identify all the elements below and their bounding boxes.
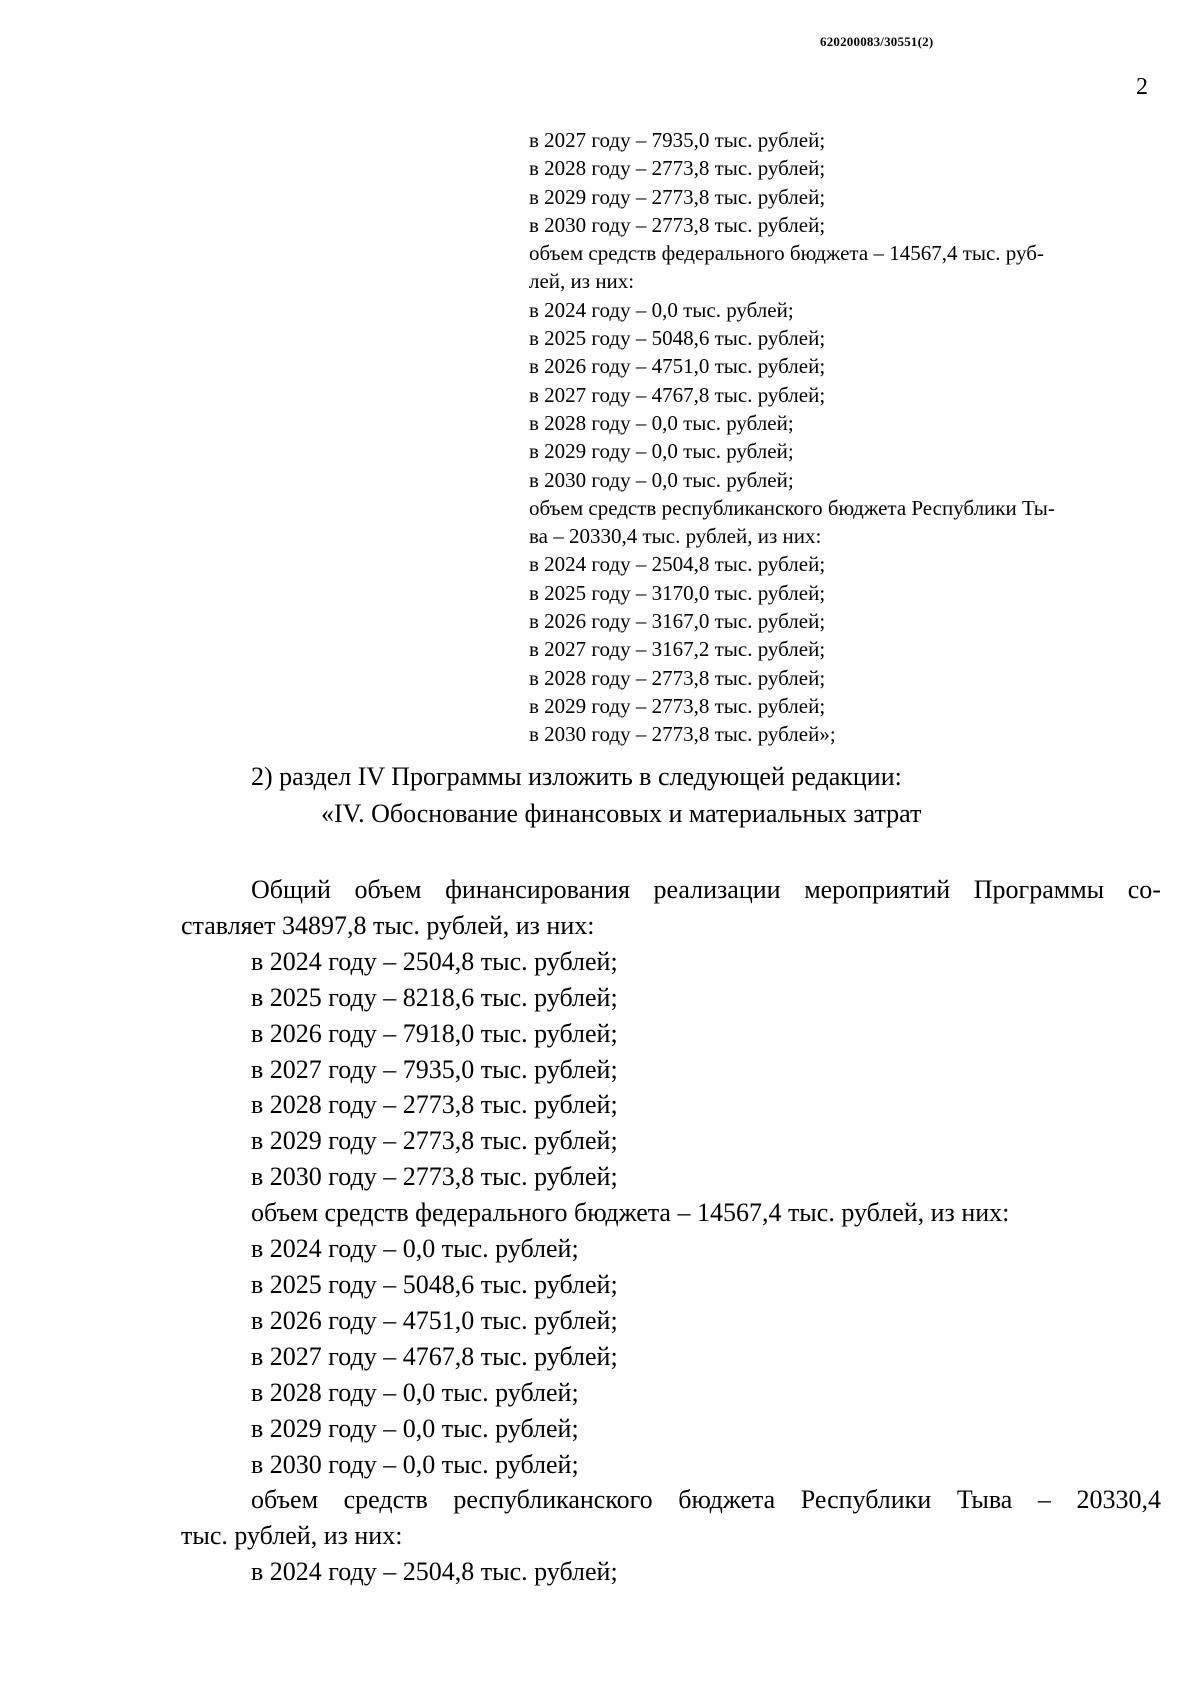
top-text-block xyxy=(529,126,1154,749)
text-line: в 2029 году – 0,0 тыс. рублей; xyxy=(529,439,794,464)
word: – xyxy=(1037,1485,1051,1515)
total-year-line: в 2030 году – 2773,8 тыс. рублей; xyxy=(251,1162,618,1192)
text-line: в 2025 году – 5048,6 тыс. рублей; xyxy=(529,326,826,351)
republic-intro-first-line xyxy=(181,1482,1161,1518)
text-line: в 2030 году – 2773,8 тыс. рублей»; xyxy=(529,722,836,747)
federal-year-line: в 2030 году – 0,0 тыс. рублей; xyxy=(251,1449,579,1479)
text-line: в 2027 году – 3167,2 тыс. рублей; xyxy=(529,637,826,662)
word: Общий xyxy=(251,875,331,904)
federal-year-line: в 2026 году – 4751,0 тыс. рублей; xyxy=(251,1305,618,1335)
text-line: в 2026 году – 3167,0 тыс. рублей; xyxy=(529,609,826,634)
republic-intro-continuation: тыс. рублей, из них: xyxy=(181,1521,403,1551)
section-heading: «IV. Обоснование финансовых и материальных затрат xyxy=(321,799,922,828)
paragraph-total-first-line xyxy=(181,872,1161,908)
text-line: в 2028 году – 2773,8 тыс. рублей; xyxy=(529,156,826,181)
text-line: в 2024 году – 0,0 тыс. рублей; xyxy=(529,297,794,322)
text-line: в 2024 году – 2504,8 тыс. рублей; xyxy=(529,552,826,577)
text-line: в 2026 году – 4751,0 тыс. рублей; xyxy=(529,354,826,379)
text-line: в 2027 году – 4767,8 тыс. рублей; xyxy=(529,382,826,407)
text-line: в 2030 году – 0,0 тыс. рублей; xyxy=(529,467,794,492)
word: бюджета xyxy=(678,1485,776,1515)
word: мероприятий xyxy=(804,875,951,904)
page-number: 2 xyxy=(1136,74,1148,100)
federal-year-line: в 2029 году – 0,0 тыс. рублей; xyxy=(251,1413,579,1443)
text-line: ва – 20330,4 тыс. рублей, из них: xyxy=(529,524,822,549)
paragraph-total-continuation: ставляет 34897,8 тыс. рублей, из них: xyxy=(181,910,595,940)
total-year-line: в 2029 году – 2773,8 тыс. рублей; xyxy=(251,1126,618,1156)
word: объем xyxy=(354,875,422,904)
total-year-line: в 2025 году – 8218,6 тыс. рублей; xyxy=(251,982,618,1012)
text-line: в 2030 году – 2773,8 тыс. рублей; xyxy=(529,212,826,237)
word: Республики xyxy=(800,1485,932,1515)
federal-intro: объем средств федерального бюджета – 14567,4 тыс. рублей, из них: xyxy=(251,1198,1010,1228)
word: со- xyxy=(1127,875,1161,904)
word: финансирования xyxy=(445,875,630,904)
federal-year-line: в 2027 году – 4767,8 тыс. рублей; xyxy=(251,1341,618,1371)
text-line: в 2029 году – 2773,8 тыс. рублей; xyxy=(529,184,826,209)
total-year-line: в 2026 году – 7918,0 тыс. рублей; xyxy=(251,1018,618,1048)
word: реализации xyxy=(653,875,781,904)
text-line: в 2025 году – 3170,0 тыс. рублей; xyxy=(529,580,826,605)
text-line: в 2029 году – 2773,8 тыс. рублей; xyxy=(529,693,826,718)
body-text-block xyxy=(181,872,1161,1590)
word: средств xyxy=(343,1485,428,1515)
doc-id: 620200083/30551(2) xyxy=(820,34,934,49)
word: республиканского xyxy=(453,1485,653,1515)
text-line: лей, из них: xyxy=(529,269,635,294)
total-year-line: в 2024 году – 2504,8 тыс. рублей; xyxy=(251,946,618,976)
total-year-line: в 2027 году – 7935,0 тыс. рублей; xyxy=(251,1054,618,1084)
republic-year-line: в 2024 году – 2504,8 тыс. рублей; xyxy=(251,1557,618,1587)
word: Тыва xyxy=(956,1485,1013,1515)
federal-year-line: в 2024 году – 0,0 тыс. рублей; xyxy=(251,1234,579,1264)
text-line: объем средств федерального бюджета – 14567,4 тыс. руб- xyxy=(529,241,1044,266)
total-year-line: в 2028 году – 2773,8 тыс. рублей; xyxy=(251,1090,618,1120)
federal-year-line: в 2028 году – 0,0 тыс. рублей; xyxy=(251,1377,579,1407)
text-line: в 2028 году – 2773,8 тыс. рублей; xyxy=(529,665,826,690)
text-line: в 2028 году – 0,0 тыс. рублей; xyxy=(529,410,794,435)
word: объем xyxy=(251,1485,319,1515)
text-line: в 2027 году – 7935,0 тыс. рублей; xyxy=(529,128,826,152)
word: Программы xyxy=(973,875,1105,904)
word: 20330,4 xyxy=(1076,1485,1161,1515)
text-line: объем средств республиканского бюджета Республики Ты- xyxy=(529,495,1055,520)
section-intro: 2) раздел IV Программы изложить в следующей редакции: xyxy=(251,762,902,791)
federal-year-line: в 2025 году – 5048,6 тыс. рублей; xyxy=(251,1269,618,1299)
